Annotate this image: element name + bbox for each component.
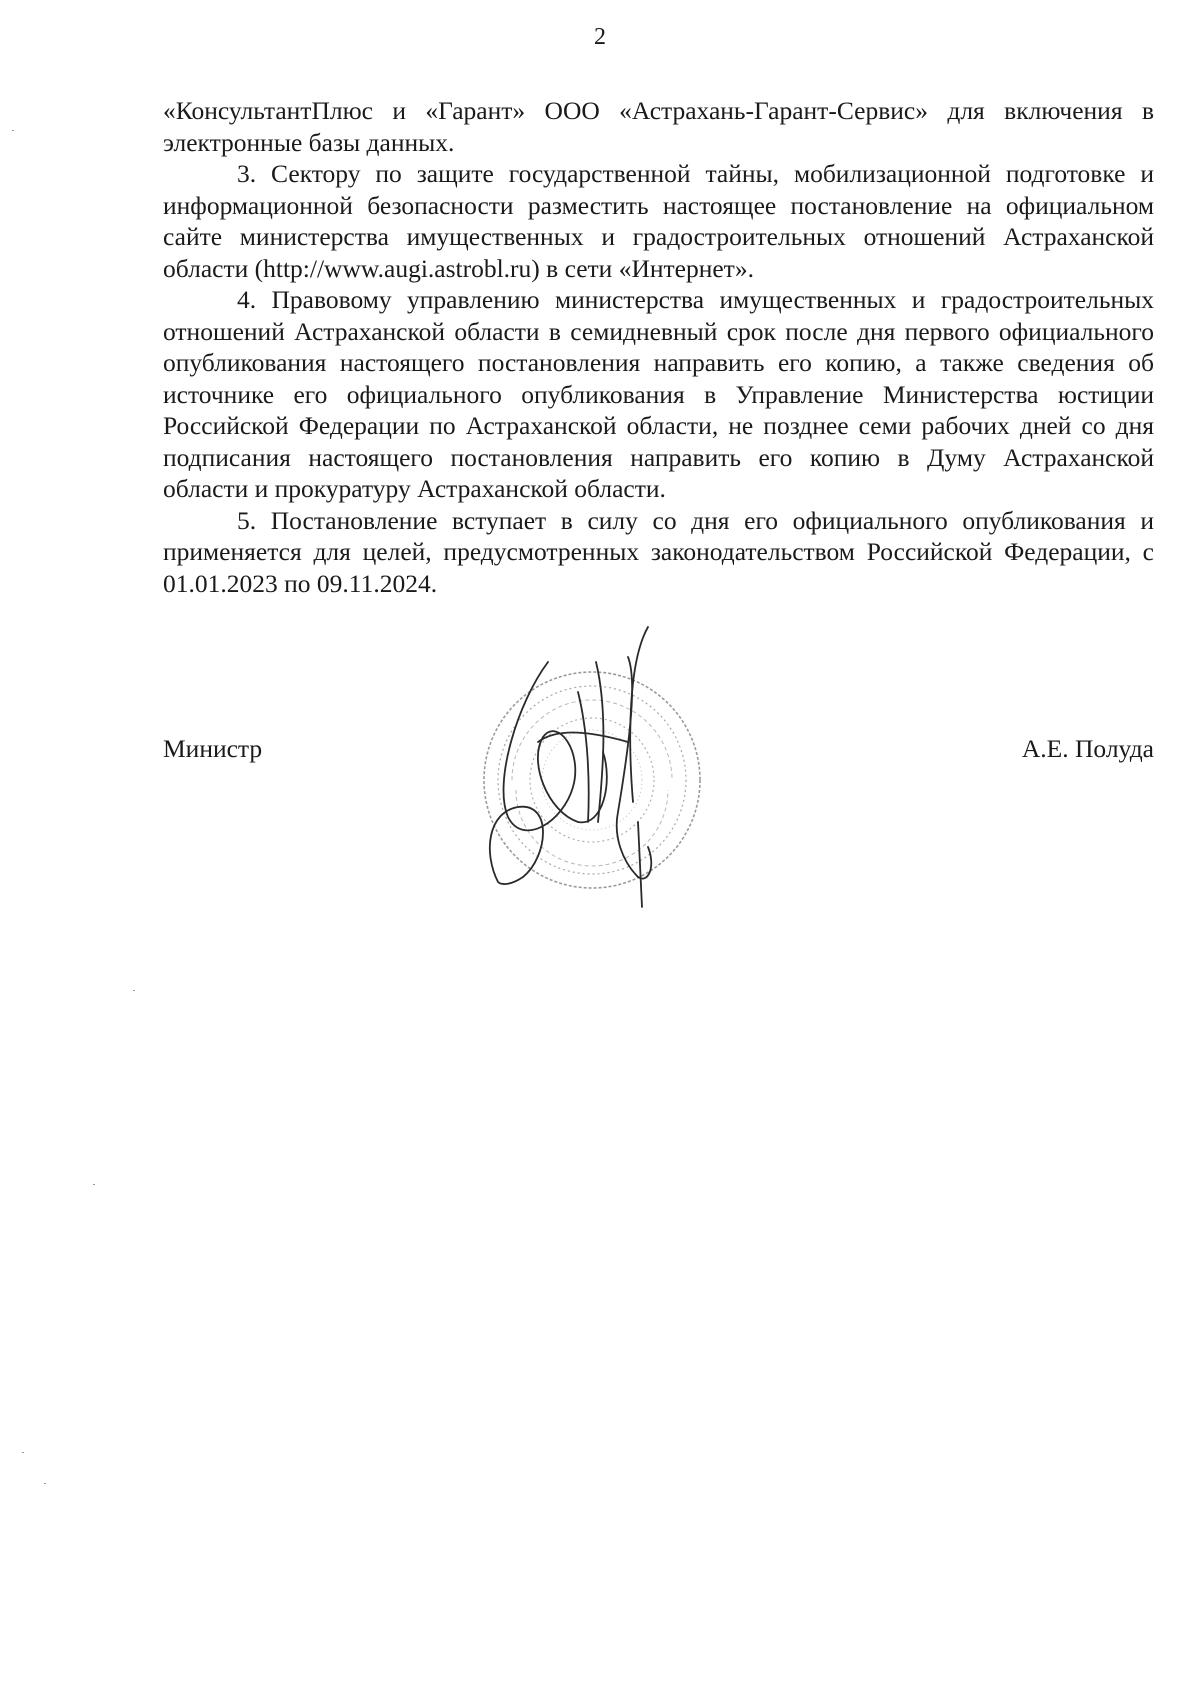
handwritten-signature-icon — [478, 622, 688, 912]
paragraph-continuation: «КонсультантПлюс и «Гарант» ООО «Астрахань-Гарант-Сервис» для включения в электронные базы данных. — [163, 96, 1154, 157]
document-body — [163, 95, 1154, 599]
signatory-role: Министр — [163, 734, 263, 763]
paragraph-4: 4. Правовому управлению министерства имущественных и градостроительных отношений Астраханской области в семидневный срок после дня первого официального опубликования настоящего постановления направить его копию, а также сведения об источнике его официального опубликования в Управление Министерства юстиции Российской Федерации по Астраханской области, не позднее семи рабочих дней со дня подписания настоящего постановления направить его копию в Думу Астраханской области и прокуратуру Астраханской области. — [163, 285, 1154, 503]
signatory-name: А.Е. Полуда — [1021, 734, 1154, 763]
paragraph-5: 5. Постановление вступает в силу со дня его официального опубликования и применяется для целей, предусмотренных законодательством Российской Федерации, с 01.01.2023 по 09.11.2024. — [163, 505, 1154, 598]
paragraph-3: 3. Сектору по защите государственной тайны, мобилизационной подготовке и информационной безопасности разместить настоящее постановление на официальном сайте министерства имущественных и градостроительных отношений Астраханской области (http://www.augi.astrobl.ru) в сети «Интернет». — [163, 159, 1154, 283]
page-number: 2 — [594, 24, 606, 50]
